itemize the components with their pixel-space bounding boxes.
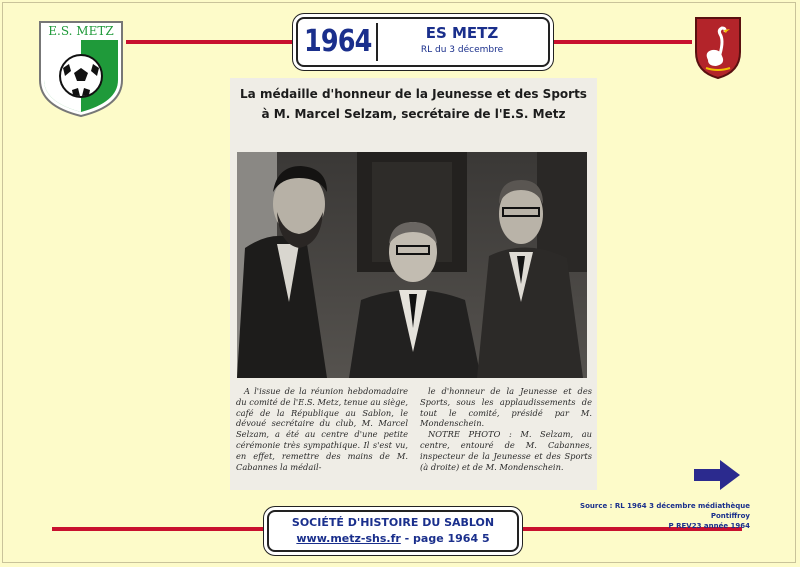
article-headline xyxy=(230,84,597,124)
header-title: ES METZ xyxy=(425,24,499,42)
crest-icon xyxy=(694,16,742,80)
column-2-text-b: NOTRE PHOTO : M. Selzam, au centre, entouré de M. Cabannes, inspecteur de la Jeunesse et des Sports (à droite) et de M. Mondenschein. xyxy=(420,429,592,472)
article-photo xyxy=(237,152,587,378)
headline-line-2: à M. Marcel Selzam, secrétaire de l'E.S. Metz xyxy=(261,107,566,121)
article-column-1 xyxy=(236,386,408,472)
next-page-arrow-icon[interactable] xyxy=(694,460,740,490)
footer-rule-left xyxy=(52,527,264,531)
year-label: 1964 xyxy=(304,24,372,59)
source-line-2: P REV23 année 1964 xyxy=(668,522,750,530)
page-number: - page 1964 5 xyxy=(400,532,490,545)
article-columns xyxy=(236,386,592,486)
club-logo xyxy=(36,18,126,118)
logo-text: E.S. METZ xyxy=(48,24,114,38)
article-column-2 xyxy=(420,386,592,472)
header-rule-right xyxy=(552,40,692,44)
source-note xyxy=(540,501,750,531)
header-subtitle: RL du 3 décembre xyxy=(420,45,504,55)
source-line-1: Source : RL 1964 3 décembre médiathèque Pontiffroy xyxy=(580,502,750,520)
footer-title: SOCIÉTÉ D'HISTOIRE DU SABLON xyxy=(291,516,495,529)
header-divider xyxy=(376,23,378,61)
footer-line xyxy=(269,532,517,545)
header-box xyxy=(296,17,550,67)
header-rule-left xyxy=(126,40,292,44)
newspaper-clipping xyxy=(230,78,597,490)
footer-box xyxy=(267,510,519,552)
column-2-text-a: le d'honneur de la Jeunesse et des Sports, sous les applaudissements de tout le comité, présidé par M. Mondenschein. xyxy=(420,386,592,429)
column-1-text: A l'issue de la réunion hebdomadaire du comité de l'E.S. Metz, tenue au siège, café de la République au Sablon, le dévoué secrétaire du club, M. Marcel Selzam, a été au centre d'une petite cérémonie très sympathique. Il s'est vu, en effet, remettre des mains de M. Cabannes la médail- xyxy=(236,386,408,472)
website-link[interactable]: www.metz-shs.fr xyxy=(296,532,401,545)
headline-line-1: La médaille d'honneur de la Jeunesse et des Sports xyxy=(240,87,587,101)
